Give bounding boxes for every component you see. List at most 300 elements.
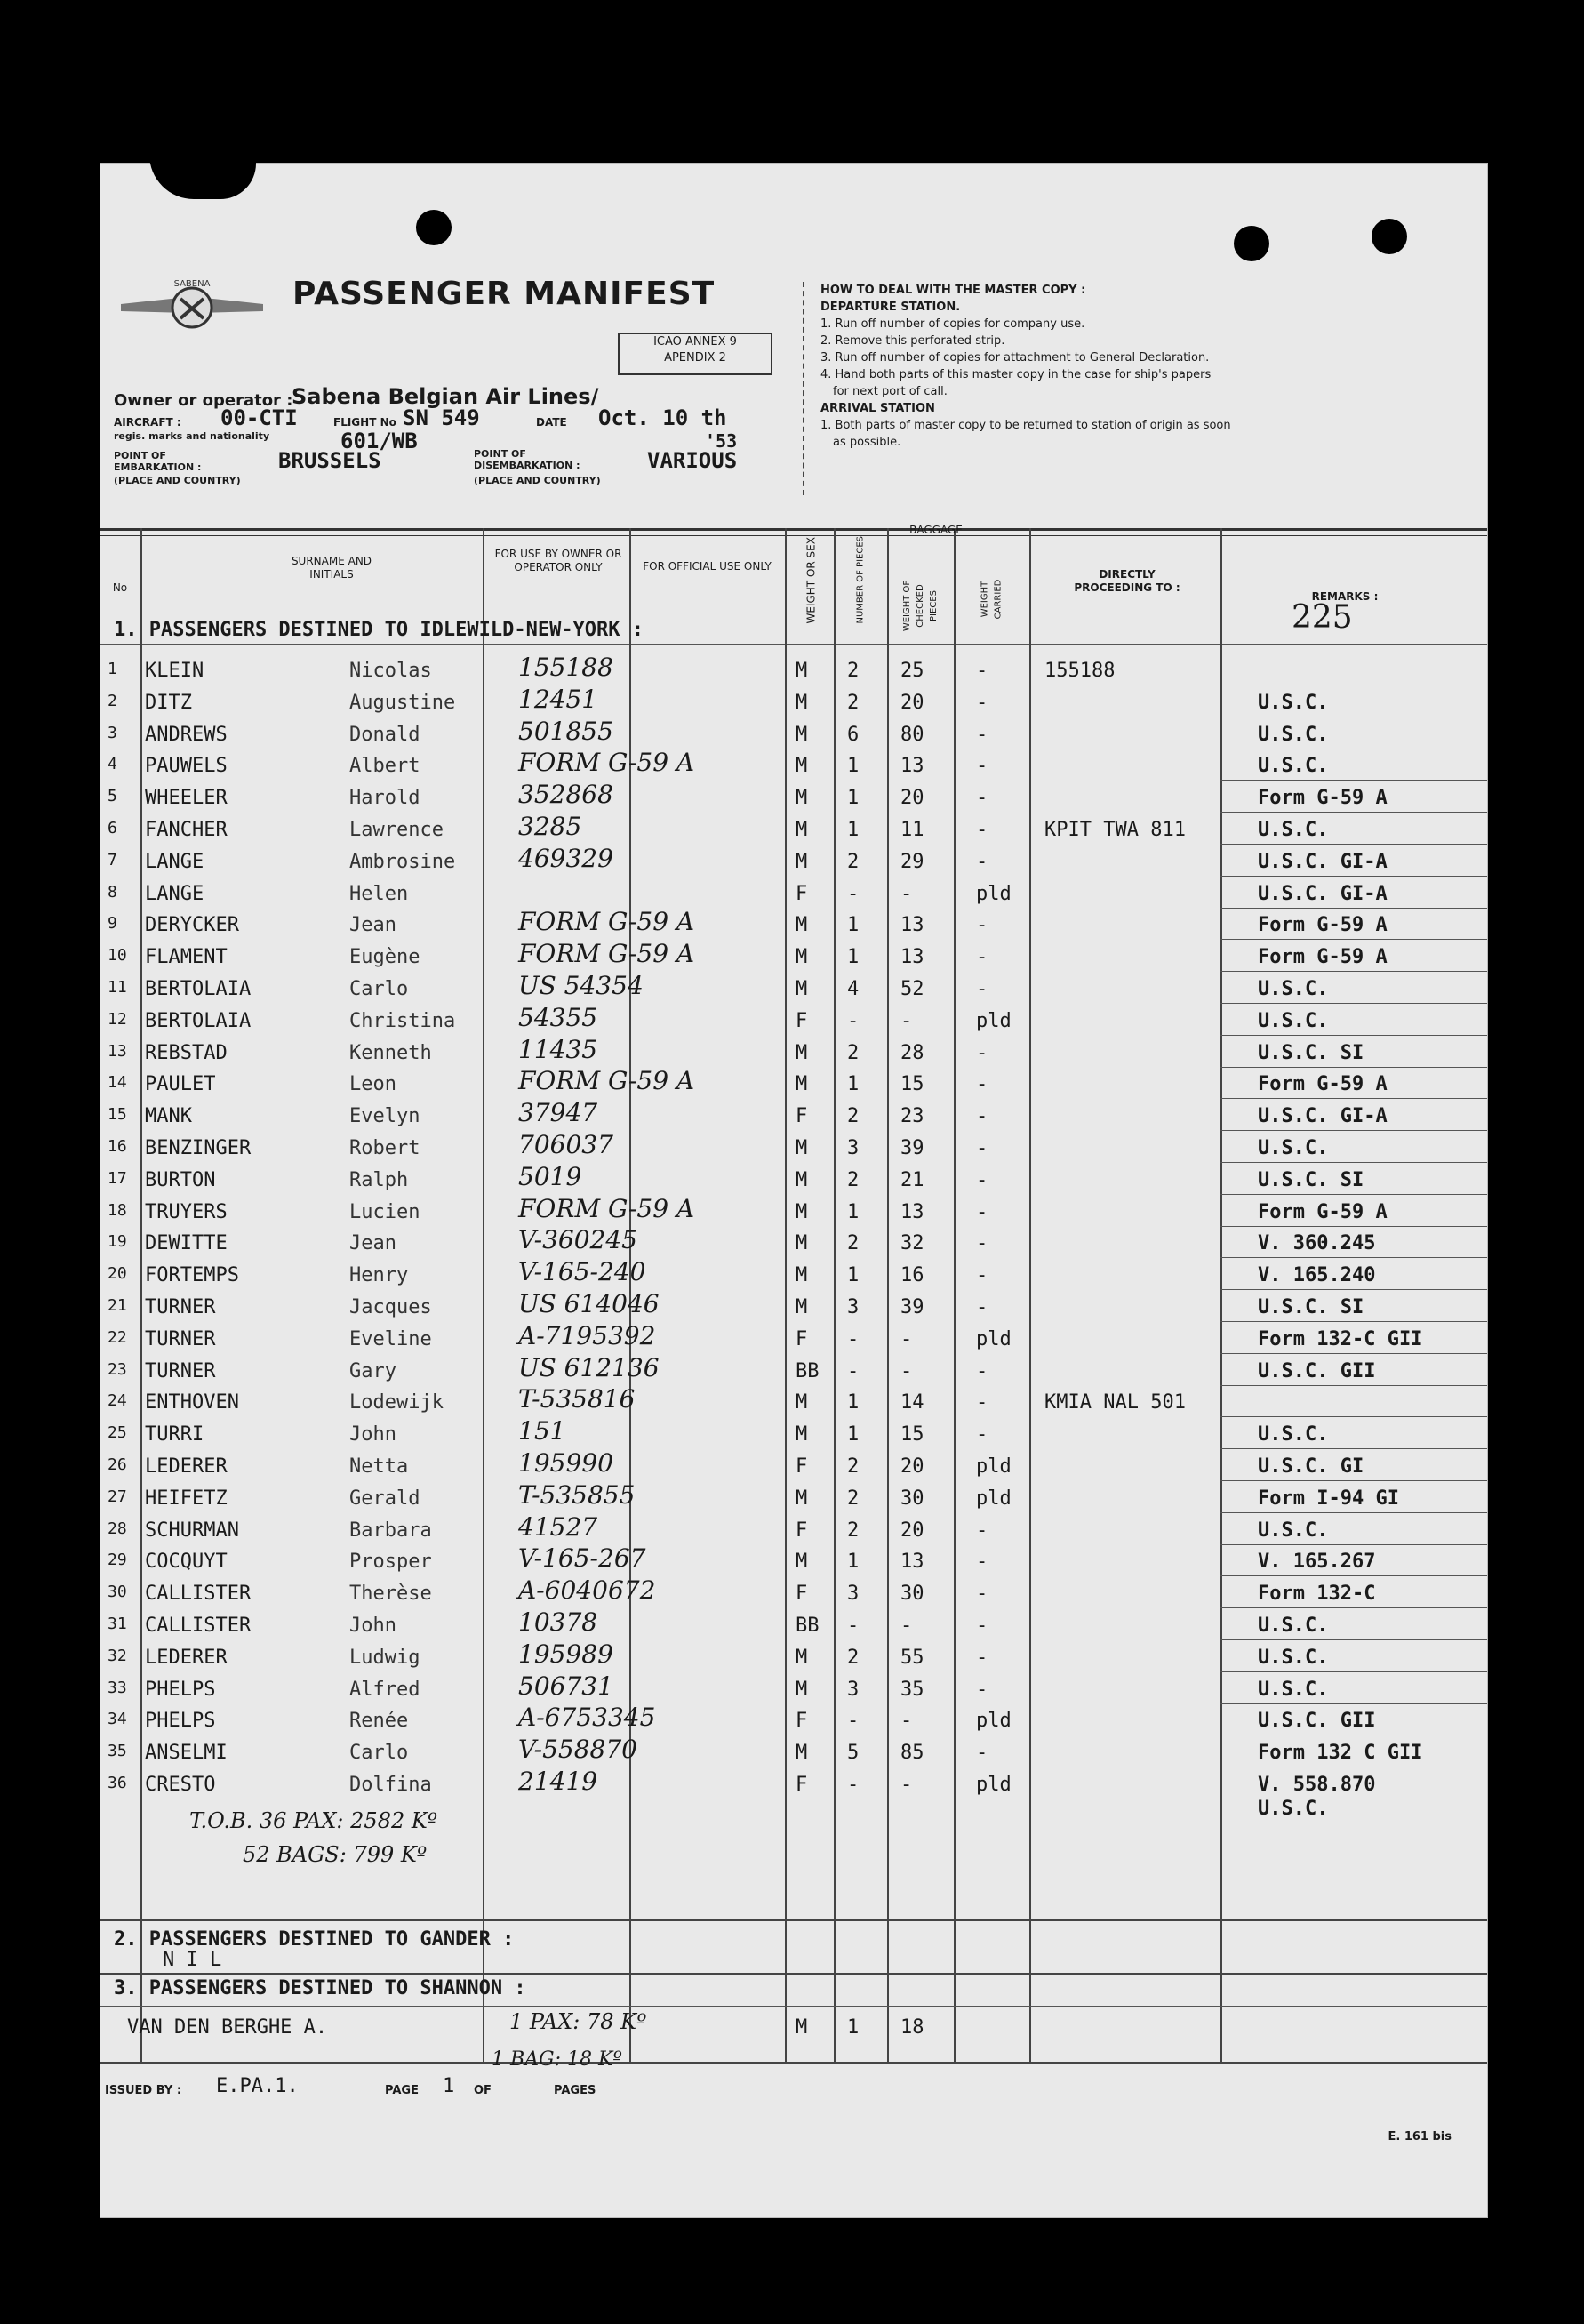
- owner-use-entry: A-6040672: [518, 1575, 656, 1606]
- row-number: 8: [108, 882, 117, 902]
- instr-line: 2. Remove this perforated strip.: [820, 334, 1005, 348]
- passenger-given-name: John: [349, 1615, 396, 1637]
- bag-count: 2: [847, 850, 860, 873]
- instr-line: as possible.: [833, 436, 901, 449]
- row-number: 35: [108, 1742, 127, 1761]
- sex-cell: M: [796, 1264, 808, 1287]
- punch-hole: [1372, 219, 1407, 254]
- bag-weight: 23: [900, 1105, 924, 1128]
- remark-cell: Form 132 C GII: [1258, 1742, 1423, 1765]
- passenger-given-name: John: [349, 1423, 396, 1446]
- directly-proceeding: 155188: [1044, 660, 1116, 682]
- remark-cell: Form 132-C GII: [1258, 1327, 1423, 1350]
- table-row: [100, 1002, 1487, 1037]
- passenger-given-name: Ralph: [349, 1168, 409, 1191]
- row-number: 19: [108, 1232, 127, 1252]
- table-row: [100, 1386, 1487, 1418]
- remark-cell: U.S.C.: [1258, 1009, 1329, 1032]
- punch-hole: [1234, 226, 1269, 261]
- carried-weight: pld: [976, 1774, 1012, 1796]
- remark-cell: U.S.C.: [1258, 691, 1329, 714]
- bag-count: 1: [847, 1073, 860, 1096]
- bag-weight: 15: [900, 1073, 924, 1096]
- bag-weight: -: [900, 1359, 913, 1382]
- disembark-value: VARIOUS: [647, 448, 738, 473]
- bag-count: 2: [847, 1168, 860, 1191]
- sex-cell: M: [796, 1551, 808, 1574]
- passenger-given-name: Alfred: [349, 1678, 420, 1701]
- bag-weight: 28: [900, 1041, 924, 1064]
- passenger-surname: BERTOLAIA: [145, 1009, 252, 1032]
- passenger-surname: TRUYERS: [145, 1200, 228, 1223]
- flight-label: FLIGHT No: [333, 416, 396, 429]
- bag-weight: 80: [900, 723, 924, 746]
- bag-weight: 21: [900, 1168, 924, 1191]
- passenger-given-name: Albert: [349, 755, 420, 778]
- carried-weight: -: [976, 1359, 988, 1382]
- table-row: [100, 1068, 1487, 1100]
- passenger-surname: TURRI: [145, 1423, 204, 1446]
- bag-weight: 39: [900, 1296, 924, 1318]
- carried-weight: -: [976, 1423, 988, 1446]
- sex-cell: F: [796, 1710, 808, 1733]
- shannon-row: [100, 2011, 1487, 2043]
- owner-use-entry: 501855: [518, 716, 613, 746]
- bag-weight: 14: [900, 1391, 924, 1414]
- passenger-surname: LANGE: [145, 850, 204, 873]
- carried-weight: -: [976, 1264, 988, 1287]
- sex-cell: M: [796, 1646, 808, 1669]
- passenger-surname: BENZINGER: [145, 1137, 252, 1159]
- bag-weight: -: [900, 1615, 913, 1637]
- passenger-surname: DITZ: [145, 691, 192, 714]
- sex-cell: M: [796, 1487, 808, 1510]
- bag-count: 2: [847, 1487, 860, 1510]
- passenger-given-name: Lawrence: [349, 819, 444, 841]
- instr-departure: DEPARTURE STATION.: [820, 301, 961, 314]
- bag-count: 3: [847, 1678, 860, 1701]
- owner-use-entry: 706037: [518, 1130, 613, 1159]
- section-2-nil: N I L: [163, 1949, 222, 1971]
- col-official-use: FOR OFFICIAL USE ONLY: [643, 560, 772, 573]
- sex-cell: M: [796, 1391, 808, 1414]
- owner-use-entry: 41527: [518, 1511, 598, 1542]
- passenger-given-name: Prosper: [349, 1551, 432, 1574]
- bag-count: 1: [847, 819, 860, 841]
- passenger-surname: REBSTAD: [145, 1041, 228, 1064]
- bag-count: 1: [847, 914, 860, 937]
- passenger-surname: LEDERER: [145, 1455, 228, 1478]
- remark-cell: U.S.C. GI: [1258, 1455, 1364, 1478]
- sex-cell: M: [796, 914, 808, 937]
- passenger-given-name: Netta: [349, 1455, 409, 1478]
- col-weight-sex: WEIGHT OR SEX: [804, 537, 818, 624]
- bag-count: 4: [847, 978, 860, 1000]
- date-value: Oct. 10 th: [598, 405, 727, 430]
- bag-weight: 13: [900, 946, 924, 969]
- sex-cell: M: [796, 1232, 808, 1255]
- bag-weight: 20: [900, 691, 924, 714]
- passenger-given-name: Dolfina: [349, 1774, 432, 1796]
- col-carry: WEIGHT CARRIED: [980, 579, 1004, 620]
- page-value: 1: [443, 2075, 455, 2097]
- table-row: [100, 1641, 1487, 1673]
- table-row: [100, 1259, 1487, 1291]
- carried-weight: -: [976, 1583, 988, 1606]
- bag-count: 3: [847, 1296, 860, 1318]
- owner-use-entry: 151: [518, 1416, 566, 1446]
- sex-cell: M: [796, 1200, 808, 1223]
- owner-use-entry: T-535816: [518, 1384, 636, 1414]
- bag-count: 2: [847, 660, 860, 682]
- sex-cell: M: [796, 1742, 808, 1765]
- section-2-heading: 2. PASSENGERS DESTINED TO GANDER :: [114, 1928, 515, 1951]
- passenger-surname: TURNER: [145, 1327, 216, 1350]
- passenger-surname: PHELPS: [145, 1710, 216, 1733]
- carried-weight: -: [976, 819, 988, 841]
- remark-cell: V. 165.267: [1258, 1551, 1376, 1574]
- regis-label: regis. marks and nationality: [114, 430, 270, 442]
- passenger-surname: DERYCKER: [145, 914, 239, 937]
- bag-count: -: [847, 1615, 860, 1637]
- bag-count: -: [847, 1774, 860, 1796]
- table-row: [100, 654, 1487, 686]
- passenger-surname: FLAMENT: [145, 946, 228, 969]
- directly-proceeding: KPIT TWA 811: [1044, 819, 1186, 841]
- row-number: 1: [108, 660, 117, 678]
- remark-cell: U.S.C.: [1258, 755, 1329, 778]
- sex-cell: M: [796, 978, 808, 1000]
- bag-weight: 20: [900, 1455, 924, 1478]
- passenger-surname: PHELPS: [145, 1678, 216, 1701]
- bag-count: 1: [847, 1423, 860, 1446]
- disembark-label: POINT OF DISEMBARKATION :: [474, 448, 580, 471]
- row-number: 2: [108, 691, 117, 710]
- owner-use-entry: A-7195392: [518, 1320, 656, 1350]
- sex-cell: F: [796, 1105, 808, 1128]
- remark-cell: V. 360.245: [1258, 1232, 1376, 1255]
- col-no: No: [112, 581, 128, 594]
- remark-cell: U.S.C.: [1258, 723, 1329, 746]
- remarks-handwritten: 225: [1292, 599, 1353, 636]
- issued-value: E.PA.1.: [216, 2075, 299, 2097]
- sex-cell: M: [796, 946, 808, 969]
- remark-cell: U.S.C.: [1258, 1615, 1329, 1637]
- row-number: 30: [108, 1583, 127, 1602]
- passenger-given-name: Augustine: [349, 691, 456, 714]
- shannon-weight: 18: [900, 2016, 924, 2039]
- section-3-heading: 3. PASSENGERS DESTINED TO SHANNON :: [114, 1977, 526, 1999]
- aircraft-label: AIRCRAFT :: [114, 416, 181, 429]
- shannon-hand: 1 PAX: 78 Kº: [509, 2009, 647, 2034]
- passenger-given-name: Ambrosine: [349, 850, 456, 873]
- row-number: 5: [108, 787, 117, 806]
- owner-use-entry: FORM G-59 A: [518, 1193, 695, 1223]
- remark-cell: U.S.C.: [1258, 1519, 1329, 1542]
- embark-sub: (PLACE AND COUNTRY): [114, 475, 241, 486]
- col-remarks: REMARKS :: [1311, 590, 1379, 603]
- owner-use-entry: V-165-267: [518, 1543, 646, 1574]
- sex-cell: M: [796, 1041, 808, 1064]
- document-title: PASSENGER MANIFEST: [292, 276, 716, 312]
- passenger-given-name: Robert: [349, 1137, 420, 1159]
- row-number: 26: [108, 1455, 127, 1474]
- sex-cell: M: [796, 1168, 808, 1191]
- bag-weight: 20: [900, 787, 924, 810]
- table-row: [100, 909, 1487, 941]
- row-number: 6: [108, 819, 117, 837]
- sex-cell: M: [796, 787, 808, 810]
- passenger-surname: LANGE: [145, 882, 204, 905]
- date-label: DATE: [536, 416, 567, 429]
- row-number: 22: [108, 1327, 127, 1347]
- carried-weight: -: [976, 978, 988, 1000]
- remark-cell: U.S.C. SI: [1258, 1168, 1364, 1191]
- of-label: OF: [474, 2084, 492, 2097]
- table-row: [100, 1193, 1487, 1228]
- sex-cell: M: [796, 1073, 808, 1096]
- owner-use-entry: US 54354: [518, 971, 644, 1000]
- row-number: 36: [108, 1774, 127, 1792]
- bag-weight: 35: [900, 1678, 924, 1701]
- remark-cell: U.S.C. GI-A: [1258, 882, 1388, 905]
- remark-cell: U.S.C.: [1258, 1423, 1329, 1446]
- pages-label: PAGES: [554, 2084, 596, 2097]
- bag-count: 2: [847, 1232, 860, 1255]
- passenger-given-name: Barbara: [349, 1519, 432, 1542]
- remark-cell: U.S.C. GII: [1258, 1359, 1376, 1382]
- col-owner-use: FOR USE BY OWNER OR OPERATOR ONLY: [494, 548, 622, 573]
- carried-weight: pld: [976, 1487, 1012, 1510]
- table-row: [100, 686, 1487, 718]
- instructions-block: [803, 282, 1478, 495]
- passenger-given-name: Lucien: [349, 1200, 420, 1223]
- passenger-given-name: Carlo: [349, 1742, 409, 1765]
- table-row: [100, 1450, 1487, 1482]
- remark-cell: U.S.C. GI-A: [1258, 850, 1388, 873]
- passenger-surname: SCHURMAN: [145, 1519, 239, 1542]
- carried-weight: pld: [976, 1455, 1012, 1478]
- sex-cell: F: [796, 1583, 808, 1606]
- passenger-given-name: Ludwig: [349, 1646, 420, 1669]
- remark-cell: U.S.C.: [1258, 1137, 1329, 1159]
- aircraft-value: 00-CTI: [220, 405, 298, 430]
- bag-weight: 11: [900, 819, 924, 841]
- bag-count: -: [847, 882, 860, 905]
- passenger-given-name: Renée: [349, 1710, 409, 1733]
- table-row: [100, 781, 1487, 813]
- passenger-given-name: Helen: [349, 882, 409, 905]
- table-row: [100, 1161, 1487, 1196]
- remark-cell: Form G-59 A: [1258, 1073, 1388, 1096]
- row-number: 29: [108, 1551, 127, 1570]
- remark-cell: V. 165.240: [1258, 1264, 1376, 1287]
- owner-use-entry: 12451: [518, 684, 598, 714]
- bag-count: 5: [847, 1742, 860, 1765]
- owner-use-entry: V-360245: [518, 1225, 637, 1255]
- sabena-logo: [116, 277, 268, 340]
- table-row: [100, 1034, 1487, 1069]
- carried-weight: -: [976, 691, 988, 714]
- col-surname: SURNAME AND INITIALS: [291, 555, 372, 581]
- sex-cell: M: [796, 1296, 808, 1318]
- carried-weight: -: [976, 723, 988, 746]
- issued-label: ISSUED BY :: [105, 2084, 182, 2097]
- bag-weight: 20: [900, 1519, 924, 1542]
- owner-use-entry: 3285: [518, 812, 582, 841]
- sex-cell: F: [796, 1009, 808, 1032]
- table-row: [100, 813, 1487, 845]
- section-1-heading: 1. PASSENGERS DESTINED TO IDLEWILD-NEW-YORK :: [114, 619, 644, 641]
- bag-weight: 29: [900, 850, 924, 873]
- carried-weight: -: [976, 1615, 988, 1637]
- remark-cell: Form G-59 A: [1258, 946, 1388, 969]
- manifest-sheet: [100, 163, 1488, 2218]
- bag-count: 2: [847, 1646, 860, 1669]
- carried-weight: -: [976, 1200, 988, 1223]
- sex-cell: M: [796, 850, 808, 873]
- bag-weight: 55: [900, 1646, 924, 1669]
- sex-cell: F: [796, 882, 808, 905]
- row-number: 23: [108, 1359, 127, 1379]
- table-row: [100, 1736, 1487, 1768]
- owner-use-entry: 195989: [518, 1639, 613, 1669]
- row-number: 16: [108, 1137, 127, 1156]
- carried-weight: pld: [976, 1009, 1012, 1032]
- embark-value: BRUSSELS: [278, 448, 381, 473]
- col-directly: DIRECTLY PROCEEDING TO :: [1074, 568, 1180, 594]
- bag-count: 3: [847, 1137, 860, 1159]
- owner-use-entry: FORM G-59 A: [518, 1066, 695, 1096]
- passenger-surname: FORTEMPS: [145, 1264, 239, 1287]
- owner-value: Sabena Belgian Air Lines/: [292, 384, 599, 409]
- passenger-given-name: Nicolas: [349, 660, 432, 682]
- passenger-given-name: Harold: [349, 787, 420, 810]
- owner-use-entry: 5019: [518, 1161, 582, 1191]
- bag-weight: 39: [900, 1137, 924, 1159]
- sex-cell: F: [796, 1774, 808, 1796]
- remark-cell: U.S.C. SI: [1258, 1296, 1364, 1318]
- row-number: 4: [108, 755, 117, 774]
- owner-use-entry: V-558870: [518, 1735, 637, 1765]
- logo-text: SABENA: [173, 279, 211, 289]
- owner-use-entry: 155188: [518, 653, 613, 682]
- bag-count: 2: [847, 1041, 860, 1064]
- row-number: 10: [108, 946, 127, 966]
- row-number: 31: [108, 1615, 127, 1633]
- bag-count: -: [847, 1327, 860, 1350]
- row-number: 21: [108, 1296, 127, 1315]
- bag-count: 6: [847, 723, 860, 746]
- bag-weight: 13: [900, 1551, 924, 1574]
- carried-weight: pld: [976, 882, 1012, 905]
- row-number: 9: [108, 914, 117, 934]
- passenger-given-name: Carlo: [349, 978, 409, 1000]
- row-number: 32: [108, 1646, 127, 1665]
- passenger-surname: KLEIN: [145, 660, 204, 682]
- flight-value: SN 549: [403, 405, 480, 430]
- remark-cell: U.S.C. SI: [1258, 1041, 1364, 1064]
- table-row: [100, 718, 1487, 750]
- passenger-given-name: Henry: [349, 1264, 409, 1287]
- passenger-given-name: Lodewijk: [349, 1391, 444, 1414]
- remark-cell: U.S.C.: [1258, 1646, 1329, 1669]
- passenger-given-name: Kenneth: [349, 1041, 432, 1064]
- remark-cell: U.S.C.: [1258, 819, 1329, 841]
- table-row: [100, 1320, 1487, 1355]
- owner-use-entry: US 612136: [518, 1352, 660, 1382]
- passenger-surname: WHEELER: [145, 787, 228, 810]
- passenger-given-name: Jacques: [349, 1296, 432, 1318]
- row-number: 34: [108, 1710, 127, 1729]
- bag-note: 1 BAG: 18 Kº: [492, 2048, 622, 2071]
- bag-count: -: [847, 1009, 860, 1032]
- passenger-surname: ANDREWS: [145, 723, 228, 746]
- bag-weight: 85: [900, 1742, 924, 1765]
- bag-count: 1: [847, 946, 860, 969]
- bag-count: 3: [847, 1583, 860, 1606]
- row-number: 27: [108, 1487, 127, 1506]
- col-baggage: BAGGAGE: [909, 524, 963, 536]
- bag-weight: 13: [900, 1200, 924, 1223]
- instr-line: 1. Both parts of master copy to be returned to station of origin as soon: [820, 419, 1231, 432]
- table-row: [100, 1352, 1487, 1387]
- carried-weight: -: [976, 1041, 988, 1064]
- passenger-given-name: Eveline: [349, 1327, 432, 1350]
- punch-hole: [416, 210, 452, 245]
- table-row: [100, 1577, 1487, 1609]
- table-row: [100, 878, 1487, 910]
- instr-line: for next port of call.: [833, 385, 948, 398]
- row-number: 25: [108, 1423, 127, 1443]
- torn-corner: [149, 155, 256, 199]
- passenger-given-name: Eugène: [349, 946, 420, 969]
- carried-weight: -: [976, 1137, 988, 1159]
- bag-count: 2: [847, 691, 860, 714]
- table-row: [100, 1511, 1487, 1546]
- passenger-surname: CALLISTER: [145, 1583, 252, 1606]
- owner-use-entry: 11435: [518, 1034, 598, 1064]
- row-number: 12: [108, 1009, 127, 1029]
- instr-line: 4. Hand both parts of this master copy in the case for ship's papers: [820, 368, 1212, 381]
- passenger-surname: COCQUYT: [145, 1551, 228, 1574]
- table-row: [100, 941, 1487, 973]
- owner-use-entry: 10378: [518, 1607, 598, 1637]
- table-row: [100, 1704, 1487, 1736]
- remark-cell: U.S.C.: [1258, 1678, 1329, 1701]
- sex-cell: M: [796, 691, 808, 714]
- col-bag-weight: WEIGHT OF CHECKED PIECES: [902, 580, 939, 632]
- carried-weight: -: [976, 1742, 988, 1765]
- passenger-given-name: Donald: [349, 723, 420, 746]
- owner-use-entry: FORM G-59 A: [518, 748, 695, 778]
- row-number: 7: [108, 850, 117, 869]
- bag-weight: 13: [900, 914, 924, 937]
- row-number: 13: [108, 1041, 127, 1061]
- bag-weight: 15: [900, 1423, 924, 1446]
- table-row: [100, 1132, 1487, 1164]
- carried-weight: -: [976, 946, 988, 969]
- carried-weight: pld: [976, 1327, 1012, 1350]
- totals-bags: 52 BAGS: 799 Kº: [243, 1842, 428, 1867]
- remark-cell: U.S.C. GII: [1258, 1710, 1376, 1733]
- carried-weight: -: [976, 1232, 988, 1255]
- owner-use-entry: 37947: [518, 1098, 598, 1128]
- carried-weight: -: [976, 1678, 988, 1701]
- bag-weight: 52: [900, 978, 924, 1000]
- bag-count: -: [847, 1710, 860, 1733]
- owner-use-entry: 195990: [518, 1448, 613, 1478]
